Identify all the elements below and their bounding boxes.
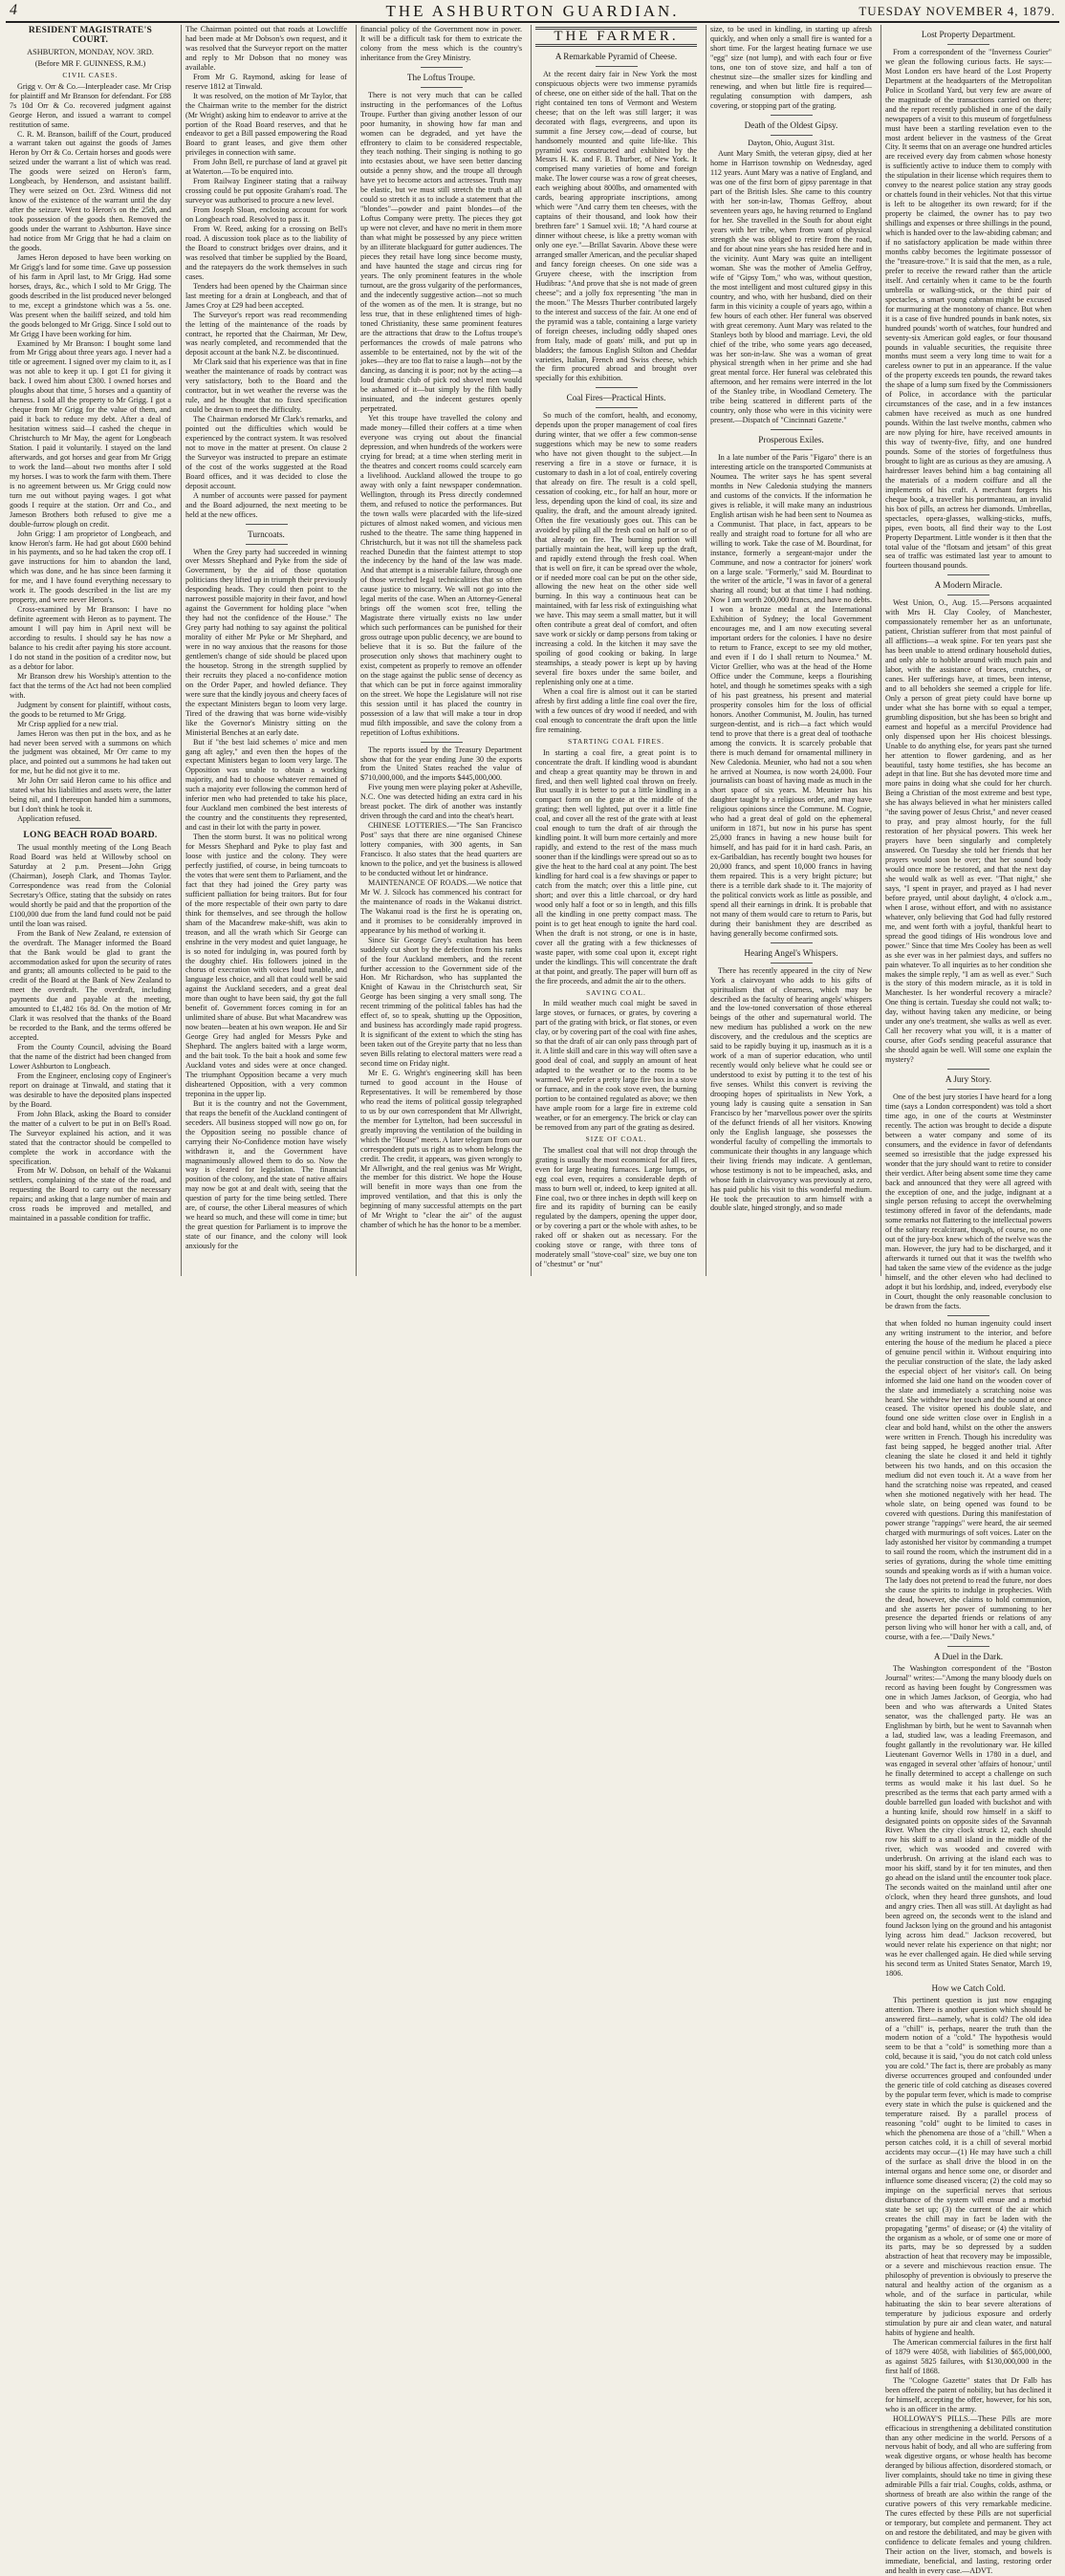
section-label: SIZE OF COAL. — [585, 1134, 647, 1143]
divider — [771, 449, 813, 450]
paragraph: At the recent dairy fair in New York the most conspicuous objects were two immense pyramids of cheese, one on either side of the hall. That on the right contained ten tons of Vermont and Western cheese; that on the left was still larger; it was decorated with flags, evergreens, and upon its summit a fine Jersey cow,—dead of course, but handsomely mounted and quite life-like. This pyramid was constructed and exhibited by the Messrs H. K. and F. B. Thurber, of New York. It comprised many varieties of home and foreign make. The lower course was a row of great cheeses, each weighing about 800lbs, and ornamented with cards, bearing appropriate inscriptions, among which were "And carry them ten cheeses, with the captains of their thousand, and look how their brethren fare" 1 Samuel xvii. 18; "A hard course at dinner without cheese, is like a pretty woman with only one eye."—Brillat Savarin. Above these were arranged smaller American, and the peculiar shaped and fancy foreign cheeses. On one side was a Gruyere cheese, with the inscription from Hudibras: "And prove that she is not made of green cheese"; and a jolly fox representing "the man in the moon." The Messrs Thurber contributed largely to the interest and success of the fair. At one end of the pyramid was a table, containing a large variety of foreign cheeses, including oddly shaped ones from Italy, made of goats' milk, and put up in bladders; the famous English Stilton and Cheddar varieties, Italian, French and Swiss cheese, which the firm procured abroad and brought over specially for this exhibition. — [535, 69, 697, 383]
column-1 — [6, 25, 175, 1276]
newspaper-title: THE ASHBURTON GUARDIAN. — [385, 2, 680, 20]
paragraph: When the Grey party had succeeded in winning over Messrs Shephard and Pyke from the side of Government, by the aid of those quotation politicians they lifted up in triumph their previously desponding heads. They could then point to the narrowest possible majority in their favor, and howl against the Government for holding place "when they had not the confidence of the House." The Grey party had nothing to say against the political morality of either Mr Pyke or Mr Shephard, and were in no way anxious that the reasons for those gentlemen's change of side should be placed upon the housetop. Strong in the strength supplied by their recruits they placed a no-confidence motion on the Order Paper, and howled defiance. They were sure that the kindly joyous and cheery faces of the expectant Ministers began to loom very large. Tired of the drawing that was borne wide-visibly like the Governor's Ministry sitting on the Ministerial Benches at an early date. — [185, 547, 347, 737]
paragraph: From a correspondent of the "Inverness Courier" we glean the following curious facts. He says:—Most London ers have heard of the Lost Property Department at the headquarters of the Metropolitan Police in Scotland Yard, but very few are aware of the magnitude of the transactions carried on there; and the report recently published in one of the daily newspapers of a visit to this museum of forgetfulness must have been a startling revelation even to the most ardent believer in the vastness of the Great City. It seems that on an average one hundred articles are received every day from cabmen whose honesty is sufficiently active to induce them to comply with the stipulation in their license which requires them to convey to the nearest police station any stray goods or chattels found in their vehicles. Not that this virtue is left to be altogether its own reward; for if the property be claimed, the owner has to pay two shillings and expenses or three shillings in the pound, which is handed over to the law-abiding cabman; and if no satisfactory application be made within three months cabby becomes the legitimate possessor of the "treasure-trove." It is said that the men, as a rule, prefer to receive the reward rather than the article itself. And certainly when it came to be the fourth umbrella or walking-stick, or the third pair of spectacles, a smart young cabman might be excused for murmuring at the monotony of chance. But when it is a case of five hundred pounds in bank notes, six hundred pounds' worth of watches, four hundred and seventy-six American gold eagles, or four thousand pounds in valuable securities, the requisite three months must seem a very long time to wait for a careless owner to put in an appearance. If the value of the property exceeds ten pounds, the reward takes the shape of a lump sum fixed by the Commissioners of Police, in accordance with the particular circumstances of the case, and in a few instances cabmen have received as much as one hundred pounds. Within the last twelve months, cabmen who are now plying for hire, have received amounts in this way of twenty-five, fifty, and one hundred pounds. Some of the stories of forgetfulness thus brought to light are as curious as they are amusing. A hairdresser leaves behind him a bag containing all the materials of a modern coiffure and all the implements of his craft. A merchant forgets his cheque book, a traveller his portmanteau, an invalid his box of pills, an actress her diamonds. Umbrellas, spectacles, opera-glasses, walking-sticks, muffs, pipes, even boots, all find their way to the Lost Property Department. Little wonder is it then that the total value of the "flotsam and jetsam" of this great sea of traffic was estimated last year to amount to fourteen thousand pounds. — [885, 47, 1052, 571]
paragraph: A number of accounts were passed for payment and the Board adjourned, the next meeting to be held at the new offices. — [185, 490, 347, 519]
paragraph: James Heron deposed to have been working on Mr Grigg's land for some time. Gave up possession of his farm in April last, to Mr Grigg. Had some horses, drays, &c., which I sold to Mr Grigg. The goods described in the list produced never belonged to me, except a grindstone which was a 5s. one. Was present when the bailiff seized, and told him the goods belonged to Mr Grigg. Since I sold out to Mr Grigg I have been working for him. — [10, 252, 171, 338]
paragraph: This pertinent question is just now engaging attention. There is another question which should be answered first—namely, what is cold? The old idea of a "chill" is, perhaps, nearer the truth than the modern notion of a "cold." The hypothesis would seem to be that a "cold" is something more than a cold, because it is said, "you do not catch cold unless you are cold." The fact is, there are probably as many diverse occurrences grouped and confounded under the generic title of cold catching as diseases covered by the popular term fever, which is made to comprise every state in which the pulse is quickened and the temperature raised. By a parallel process of reasoning "cold" ought to be limited to cases in which the phenomena are those of a "chill." When a person catches cold, it is a chill of several morbid accidents may occur—(1) He may have such a chill of the surface as shall drive the blood in on the internal organs and hence some one, or disorder and influence some diseased viscera; (2) the cold may so impinge on the superficial nerves that serious disturbance of the system will ensue and a morbid state be set up; (3) the current of the air which creates the chill may in fact be laden with the propagating "germs" of disease; or (4) the vitality of the organism as a whole, or of some one or more of its parts, may be so depressed by a sudden abstraction of heat that recovery may be impossible, or a severe and mischievous reaction ensue. The philosophy of prevention is obviously to preserve the natural and healthy action of the organism as a whole, and of the surface in particular, while habituating the skin to bear severe alterations of temperature by judicious exposure and orderly stimulation by pure air and clean water, and natural habits of hygiene and health. — [885, 1995, 1052, 2338]
paragraph: Mr Clark said that his experience was that in fine weather the maintenance of roads by contract was very satisfactory, both to the Board and the contractor, but in wet weather the reverse was the rule, and he thought that no fixed specification could be drawn to meet the difficulty. — [185, 357, 347, 415]
section-label: SAVING COAL. — [586, 987, 646, 997]
dateline: Dayton, Ohio, August 31st. — [748, 138, 835, 147]
section-title-farmer: THE FARMER. — [554, 29, 679, 44]
paragraph: Mr John Orr said Heron came to his office and stated what his liabilities and assets were, the latter being nil, and I thereupon handed him a summons, but I don't think he took it. — [10, 776, 171, 814]
paragraph: From John Bell, re purchase of land at gravel pit at Waterton.—To be enquired into. — [185, 158, 347, 177]
paragraph: Mr Branson drew his Worship's attention to the fact that the terms of the Act had not been complied with. — [10, 671, 171, 700]
article-title-duel: A Duel in the Dark. — [933, 1652, 1004, 1662]
masthead — [6, 2, 1059, 23]
paragraph: Five young men were playing poker at Asheville, N.C. One was detected hiding an extra card in his breast pocket. The dirk of another was instantly driven through the card and into the cheat's heart. — [360, 783, 522, 821]
divider — [421, 67, 463, 68]
paragraph: West Union, O., Aug. 15.—Persons acquainted with Mrs H. Clay Cooley, of Manchester, compassionately remember her as an unfortunate, patient, Christian sufferer from that most painful of all afflictions—a weak spine. For ten years past she has been unable to attend ordinary household duties, and only able to hobble around with much pain and labor, with the assistance of braces, crutches, or canes. Her sufferings have, at times, been intense, and to all beholders she seemed a cripple for life. Only a person of great piety could have borne up under what she has borne with so equal a temper, grumbling disposition, but she has been so bright and earnest and hopeful as a merciful Providence had only dispensed upon her His choicest blessings. Unable to do anything else, for years past she turned her attention to flower gardening, and as her beautiful, tasty home testifies, she has become an adept in that line. But she has devoted more time and more pains in doing what she could for her church. Being a Christian of the most extreme and best type, she has always believed in what her ministers called "the saving power of Jesus Christ," and never ceased to pray, and pray almost hourly, for the full restoration of her physical powers. This week her prayers have been singularly and completely answered. On Tuesday she told her friends that her prayers would soon be over; that her sound body would once more be restored, and that the next day she would walk as well as ever. "That night," she says, "I spent in prayer, and prayed as I had never before prayed, until about daylight, 4 o'clock a.m., when I arose, without effort, and with no assistance whatever, only believing that God had fully restored me, and went forth with a joyful, thankful heart to spread the good tidings of His wondrous love and power." Since that time Mrs Cooley has been as well as she ever was in her palmiest days, and suffers no pain whatever. To all inquiries as to her condition she makes the simple reply, "I am as well as ever." Such is the story of this modern miracle, as it is told in Manchester. Is her wonderful recovery a miracle? One thing is certain. Tuesday she could not walk; to-day, without having taken any medicine, or being under any one's treatment, she walks as well as ever. Call her recovery what you will, it is a matter of course, after God's sending peaceful assurance that she should again be well. Will some one explain the mystery? — [885, 598, 1052, 1065]
column-4 — [531, 25, 701, 1276]
paragraph: Then the storm burst. It was no political wrong for Messrs Shephard and Pyke to play fast and loose with justice and the colony. They were perfectly justified, of course, in being turncoats to the votes that were sent them to Parliament, and the fact that they had joined the Grey party was sufficient palliation for being traitors. But for four of the more respectable of their own party to dare think for themselves, and see through the hollow sham of the Macandrew make-shift, was akin to treason, and all the wrath which Sir George can enshrine in the very modest and quiet language, he is so noted for indulging in, was poured forth by the doughty chief. His followers joined in the chorus of execration with voices loud tunable, and language less choice, and all that could well be said against the Auckland seceders, and a great deal more than ought to have been said, thy got the full benefit of. Government forces coming in for an unlimited share of abuse. But what Macandrew was now beaten—beaten at his own weapon. He and Sir George Grey had angled for Messrs Pyke and Shephard. The anglers baited with a large worm, and the bait took. To the bait a hook and some few Auckland votes and sides were at once changed. The triumphant Opposition became a very much disheartened Opposition, with a very common treponina in the upper lip. — [185, 833, 347, 1098]
paragraph: In starting a coal fire, a great point is to concentrate the draft. If kindling wood is abundant and cheap a great quantity may be thrown in and fired, and then well lighted coal thrown on freely. But usually it is better to put a little kindling in a compact form on the grate at the middle of the grating; then well lighted, put over it a little fine coal, and cover all the rest of the grate with at least coal enough to turn the draft of air through the kindling point. It will burn more certainly and more rapidly, and extend to the rest of the mass much sooner than if the kindlings were spread out so as to give the heat to the hard coal at any point. The best kindling for hard coal is a few shavings or paper to catch from the match; over this a little pine, cut short; and over this a little charcoal, or dry hard wood only half a foot or so in length, and this fills all the kindling in one pretty compact mass. The point is to get heat enough to ignite the hard coal. When the draft is not strong, or one is in haste, cover all the grating with a few thicknesses of waste paper, with some coal upon it, except right under the kindlings. This will concentrate the draft at that point, and greatly. The paper will burn off as the fire proceeds, and admit the air to the others. — [535, 747, 697, 985]
article-subtitle: (Before MR F. GUINNESS, R.M.) — [34, 58, 146, 68]
article-title-coal: Coal Fires—Practical Hints. — [566, 393, 666, 403]
paragraph: From the Bank of New Zealand, re extension of the overdraft. The Manager informed the Board that the Bank would be glad to grant the accommodation asked for upon the security of rates and grants; all amounts collected to be paid to the credit of the Board at the Bank of New Zealand to meet the overdraft. The overdraft, including payments due and payable at the meeting, amounted to £1,482 16s 8d. On the motion of Mr Clark it was resolved that the thanks of the Board be recorded to the Bank, and the terms offered be accepted. — [10, 928, 171, 1043]
column-3 — [356, 25, 526, 1276]
divider — [596, 407, 638, 408]
paragraph: The usual monthly meeting of the Long Beach Road Board was held at Willowby school on Saturday at 2 p.m. Present—John Grigg (Chairman), Joseph Clark, and Thomas Taylor. Correspondence was read from the Colonial Secretary's Office, stating that the subsidy on rates would shortly be paid and that the proportion of the £100,000 due from the land fund could not be paid until the loan was raised. — [10, 843, 171, 928]
divider — [947, 1069, 989, 1070]
paragraph: C. R. M. Branson, bailiff of the Court, produced a warrant taken out against the goods of James Heron by Orr & Co. Certain horses and goods were seized under the warrant a list of which was read. The goods were seized on Heron's farm, Longbeach, by Henderson, and assistant bailiff. They were seized on Oct. 23rd. Witness did not know of the existence of the warrant until the day after the seizure. Went to Heron's on the 25th, and took possession of the goods then. Removed the goods under the warrant to Ashburton. Have since had notice from Mr Grigg that he had a claim on the goods. — [10, 129, 171, 252]
paragraph: John Grigg: I am proprietor of Longbeach, and know Heron's farm. He had got about £600 behind in his payments, and so he had taken the crop off. I gave instructions for him to abandon the land, which was done, and he has since been farming it for me, and I have found everything necessary to work it. The goods described in the list are my property, and were never Heron's. — [10, 529, 171, 605]
divider — [947, 574, 989, 575]
divider — [947, 1089, 989, 1090]
paragraph: Tenders had been opened by the Chairman since last meeting for a drain at Longbeach, and that of James Croy at £29 had been accepted. — [185, 281, 347, 310]
paragraph: Application refused. — [17, 814, 81, 824]
issue-date: TUESDAY NOVEMBER 4, 1879. — [859, 4, 1055, 18]
paragraph: financial policy of the Government now in power. It will be a difficult task for them to extricate the colony from the mess which is the country's inheritance from the Grey Ministry. — [360, 25, 522, 62]
article-title-loftus: The Loftus Troupe. — [406, 72, 476, 82]
article-title-cheese: A Remarkable Pyramid of Cheese. — [554, 51, 678, 61]
paragraph: There has recently appeared in the city of New York a clairvoyant who adds to his gifts of spiritualism that of clearness, which may be described as the faculty of hearing angels' whispers and the low-toned conversation of those ethereal beings of the other and supernatural world. The new medium has published a work on the new discovery, and the credulous and the sceptics are said to be rapidly buying it up, inasmuch as it is a work of a man of superior education, who until recently would only believe what he could see or understood to exist by putting it to the test of his five senses. Whilst this convert is reviving the drooping hopes of spiritualists in New York, a young lady is causing quite a sensation in San Francisco by her "marvellous power over the spirits of the defunct friends of all her visitors. Knowing only the English language, she possesses the wonderful faculty of compelling the immortals to communicate their thoughts in any language which their living friends may indicate. A gentleman, whose testimony is not to be impeached, asks, and whose faith in clairvoyancy was previously at zero, has paid public his visit to this wonderful medium. He took the precaution to arm himself with a double slate, hinged strongly, and so made — [710, 965, 872, 1213]
article-title-miracle: A Modern Miracle. — [934, 580, 1003, 591]
divider — [947, 1646, 989, 1647]
paragraph: The smallest coal that will not drop through the grating is usually the most economical for all fires, even for large heating furnaces. Large lumps, or egg coal even, requires a considerable depth of mass to burn well or, indeed, to keep ignited at all. Fine coal, two or three inches in depth will keep on fire and its rapidity of burning can be easily regulated by the dampers, opening the upper door, or by covering a part or the whole with ashes, to be raked off or shaken out as necessary. For the cooking stove or range, with three tons of moderately small "stove-coal" size, we buy one ton of "chestnut" or "nut" — [535, 1145, 697, 1269]
divider — [771, 115, 813, 116]
paragraph: CHINESE LOTTERIES.—"The San Francisco Post" says that there are nine organised Chinese lottery companies, with 300 agents, in San Francisco. It also states that the head quarters are known to the police, and yet the business is allowed to be conducted without let or hindrance. — [360, 821, 522, 877]
page-number: 4 — [10, 2, 17, 18]
paragraph: From the County Council, advising the Board that the name of the district had been changed from Lower Ashburton to Longbeach. — [10, 1043, 171, 1071]
divider — [421, 87, 463, 88]
paragraph: Since Sir George Grey's exultation has been suddenly cut short by the defection from his ranks of the four Auckland members, and the recent further accession to the Government side of the Hon. Mr Richardson, who has supplanted the Knight of Kawau in the Christchurch seat, Sir George has been singing a very small song. The recent trimming of the political fables has had the effect of, so to speak, shutting up the Opposition, and business has accordingly made rapid progress. It is significant of the extent to which the sting has been taken out of the Greyite party that no less than seven Bills relating to electoral matters were read a second time on Friday night. — [360, 935, 522, 1069]
paragraph: size, to be used in kindling, in starting up afresh quickly, and when only a small fire is wanted for a short time. For the largest heating furnace we use "egg" size (not lump), and with each four or five tons, one ton of stove size, and half a ton of chestnut size—the smaller sizes for kindling and renewing, and when but little fire is required—regulating consumption with dampers, ash covering, or stopping part of the grating. — [710, 25, 872, 110]
divider — [246, 544, 288, 545]
divider — [771, 429, 813, 430]
paragraph: From Railway Engineer stating that a railway crossing could be put opposite Graham's road. The surveyor was authorised to procure a new level. — [185, 177, 347, 206]
paragraph: One of the best jury stories I have heard for a long time (says a London correspondent) was told a short time ago, in one of the courts at Westminster recently. The action was brought to decide a dispute between a water company and some of its consumers, and the evidence in favor of defendants seemed so irresistible that the judge expressed his wonder that the jury should want to retire to consider their verdict. After being absent some time they came back and announced that they were all agreed with the exception of one, and the judge, indignant at a single person refusing to accept the overwhelming testimony offered in favor of the defendants, made some remarks not flattering to the intellectual powers of the solitary recalcitrant, though, of course, no one out of the jury-box knew which of the twelve was the man. However, the jury had to be discharged, and it afterwards it turned out that it was the twelfth who had taken the same view of the evidence as the judge himself, and the other eleven who had declined to adopt it but his lordship, and, indeed, everybody else in Court, thought the only reasonable conclusion to be drawn from the facts. — [885, 1092, 1052, 1310]
divider — [596, 387, 638, 388]
article-title-board: LONG BEACH ROAD BOARD. — [23, 831, 158, 841]
article-title-cold: How we Catch Cold. — [931, 1982, 1006, 1993]
paragraph: It was resolved, on the motion of Mr Taylor, that the Chairman write to the member for the district (Mr Wright) asking him to endeavor to arrive at the portion of the Road Board reserves, and that he endeavor to get a Bill passed empowering the Road Board to grant leases, and give them other privileges in connection with same. — [185, 91, 347, 158]
divider — [771, 135, 813, 136]
article-title-angels: Hearing Angel's Whispers. — [744, 947, 838, 958]
paragraph: From the Engineer, enclosing copy of Engineer's report on drainage at Tinwald, and stating that it was desirable to have the deposited plans inspected by the Board. — [10, 1071, 171, 1109]
paragraph: Examined by Mr Branson: I bought some land from Mr Grigg about three years ago. I never had a title or agreement. I signed over my claim to it, as I was not able to keep it up. I got £1 for giving it back. I owed him about £300. I owned horses and ploughs about that time, 5 horses and a quantity of harness. I sold all the property to Mr Grigg. I got a cheque from Mr Grigg for the value of them, and paid it back to reduce my debt. After a deal of hesitation witness said—I cashed the cheque in Christchurch to Mr May, the agent for Longbeach Station. I paid it voluntarily. I stayed on the land afterwards, and got horses and gear from Mr Grigg to work the land—about two months after I sold my horses. I was to work the farm with them. There is no agreement between us. Mr Grigg could now turn me out without paying wages. I got what goods I require at the station. Orr and Co., and Jameson Brothers both refused to give me a double-furrow plough on credit. — [10, 338, 171, 529]
column-5 — [706, 25, 876, 1276]
paragraph: From Joseph Sloan, enclosing account for work on Longbeach road. Resolved to pass it. — [185, 206, 347, 225]
divider — [947, 1315, 989, 1316]
paragraph: The "Cologne Gazette" states that Dr Falb has been offered the patent of nobility, but has declined it for himself, accepting the offer, however, for his son, who is an officer in the army. — [885, 2375, 1052, 2414]
paragraph: The Surveyor's report was read recommending the letting of the maintenance of the roads by contract, he reported that the Chairman, Mr Dew, was nearly completed, and recommended that the deposit account at the bank N.Z. be discontinued. — [185, 310, 347, 357]
article-subtitle: ASHBURTON, MONDAY, NOV. 3RD. — [27, 47, 154, 56]
paragraph: MAINTENANCE OF ROADS.—We notice that Mr W. J. Silcock has commenced his contract for the maintenance of roads in the Wakanui district. The Wakanui road is the first he is operating on, and it promises to be considerably improved in appearance by his method of working it. — [360, 877, 522, 935]
paragraph: So much of the comfort, health, and economy, depends upon the proper management of coal fires during winter, that we offer a few common-sense suggestions which may be new to some readers who have not given thought to the subject.—In reserving a fire in a stove or furnace, it is customary to dash in a lot of coal, entirely covering that already on fire. The result is a cold spell, cessation of cooking, etc., for half an hour, more or less, depending upon the kind of coal, its size and quality, the draft, and the amount already ignited. Often the fire vexatiously goes out. This can be avoided by piling all the fresh coal on half or so of that already on fire. The burning portion will partially maintain the heat, will keep up the draft, and rapidly extend through the fresh coal. When that is well on fire, it can be spread over the whole, or if needed more coal can be put on the other side, allowing the new heat on the other side well burning. In this way a continuous heat can be maintained, with far less risk of extinguishing what we have. This may seem a small matter, but it will often contribute a great deal of comfort, and often save work or sickly or damp persons from taking or increasing a cold. In the kitchen it may save the spoiling of good cooking or baking. In large steamships, a steady power is kept up by having several fire boxes under the same boiler, and replenishing only one at a time. — [535, 411, 697, 686]
article-title-exiles: Prosperous Exiles. — [758, 435, 824, 445]
divider — [596, 66, 638, 67]
section-label: STARTING COAL FIRES. — [567, 736, 665, 746]
column-2 — [181, 25, 351, 1276]
paragraph: Cross-examined by Mr Branson: I have no definite agreement with Heron as to payment. The amount I will pay him in April next will be according to results. I should say he has now a balance to his credit after paying his store account. I do not stand in the position of a creditor now, but as a debtor for labor. — [10, 605, 171, 671]
paragraph: But if "the best laid schemes o' mice and men gang aft agley," and even then the hopes of the expectant Ministers began to loom very large. The Opposition was unable to obtain a working majority, and had to choose whatever remained of such a majority ever following the common herd of inferior men who had pretended to take his place, four Auckland men combined the best interests of the country and the constituents they represented, and cast in their lot with the party in power. — [185, 737, 347, 833]
divider — [421, 742, 463, 743]
paragraph: The Chairman pointed out that roads at Lowcliffe had been made at Mr Dobson's own request, and it was resolved that the Surveyor report on the matter and reply to Mr Dobson that no money was available. — [185, 25, 347, 72]
paragraph: From Mr G. Raymond, asking for lease of reserve 1812 at Tinwald. — [185, 72, 347, 91]
paragraph: In a late number of the Paris "Figaro" there is an interesting article on the transported Communists at Noumea. The writer says he has spent several months in New Caledonia studying the manners and customs of the convicts. If the information he gives is reliable, it will make many an industrious English artisan wish he had been sent to Noumea as a Communist. That place, in fact, appears to be really and straight road to fortune for all who are willing to work. Take the case of M. Bourdinat, for instance, formerly a sergeant-major under the Commune, and now a contractor for joiners' work on a large scale. "Formerly," said M. Bourdinat to the writer of the article, "I was in favor of a general sharing all round; but at that time I had nothing. Now I am worth 200,000 francs, and have no debts. I won a bronze medal at the International Exhibition of Sydney; the local Government encourages me, and I am now executing several important orders for the colonies. I have no desire to return to France, except to see my old mother, and even if I do I shall return to Noumea." M. Victor Grellier, who was at the head of the Home Office under the Commune, keeps a flourishing hotel, and though he sometimes speaks with a sigh of his past greatness, his present and material prosperity consoles him for the loss of official honors. Another Communist, M. Joulin, has turned surgeon-dentist, and is rich—a fact which would tend to prove that there is a great deal of toothache among the convicts. It is scarcely probable that there is much demand for ornamental millinery in New Caledonia. Meunier, who had not a sou when he arrived at Noumea, is now worth 24,000. Four journalists can boast of having made as much in the short space of six years. M. Meunier has his daughter taught by a religious order, and may have religious opinions since the Commune. M. Cognie, who had a great deal of gold on the ephemeral uniform in 1871, but now in his purse has spent 25,000 francs in having a new house built for himself, and has paid for it in hard cash. Paris, an ex-Garibaldian, has recently bought two houses for 20,000 francs, and spent 10,000 francs in having them repaired. This is a very bright picture; but there is a terrible dark shade to it. The majority of the political convicts work as little as possible, and spend all their earnings in drink. It is probable that not many of them would care to return to Paris, but during their banishment they are described as having generally become confirmed sots. — [710, 453, 872, 938]
paragraph: The Washington correspondent of the "Boston Journal" writes:—"Among the many bloody duels on record as having been fought by Congressmen was one in which James Jackson, of Georgia, who had been and who was afterwards a United States senator, was the challenged party. He was an Englishman by birth, but he went to Savannah when a lad, studied law, was a leading Freemason, and fought gallantly in the revolutionary war. He killed Lieutenant Governor Wells in 1780 in a duel, and was engaged in several other 'affairs of honour,' until he finally determined to accept a challenge on such terms as would make it his last duel. So he prescribed as the terms that each party armed with a double barrelled gun loaded with buckshot and with a hunting knife, should row himself in a skiff to designated points on opposite sides of the Savannah River. When the city clock struck 12, each should row his skiff to a small island in the middle of the river, which was wooded and covered with underbrush. On arriving at the island each was to moor his skiff, stand by it for ten minutes, and then go ahead on the island until the encounter took place. The seconds waited on the mainland until after one o'clock, when they heard three gunshots, and loud and angry cries. Then all was still. At daylight as had been agreed on, the seconds went to the island and found Jackson lying on the ground and his antagonist lying across him dead." Jackson recovered, but would never relate his experience on that night; nor was he ever challenged again. He died while serving his second term as United States Senator, March 19, 1806. — [885, 1664, 1052, 1978]
divider — [246, 524, 288, 525]
paragraph: When a coal fire is almost out it can be started afresh by first adding a little fine coal over the fire, with a few ounces of dry wood if needed, and with coal enough to concentrate the draft upon the little fire remaining. — [535, 686, 697, 734]
columns — [6, 25, 1059, 2575]
divider — [771, 942, 813, 943]
paragraph: There is not very much that can be called instructing in the performances of the Loftus Troupe. Further than giving another lesson of our poor humanity, in showing how far man and women can be degraded, and yet have the effrontery to claim to be considered respectable, they teach nothing. Their singing is nothing to go into ecstasies about, we have seen better dancing outside a penny show, and the troupe all through have yet to become actors and actresses. Truth may be elastic, but we must still stretch the truth at all could so stretch it as to include a statement that the "blondes"—powder and paint blondes—of the Loftus Company were pretty. The pieces they got up were not clever, and have no merit in them more than what might be possessed by any piece written by an illiterate blackguard for gutter audiences. The pieces they retail have long since become musty, and have haunted the stage and circus ring for years. The only prominent features in the whole turnout, are the gross vulgarity of the performances, and the indecently suggestive action—not so much of the women as of the men. It is strange, but no less true, that in these enlightened times of high-toned Christianity, these same prominent features are the attractions that draw to the Loftus troupe's performances the crowds of male patrons who assemble to be entertained, not by the wit of the jokes—they are too flat to raise a laugh—not by the dancing, as dancing it is poor; not by the acting—a loud dramatic club of pick rod shovel men would be ashamed of it—but simply by the filth badly insinuated, and the indecent gestures openly perpetrated. — [360, 90, 522, 414]
paragraph: that when folded no human ingenuity could insert any writing instrument to the interior, and before entering the house of the medium he placed a piece of genuine pencil within it. Without enquiring into the peculiar construction of the slate, the lady asked the especial object of her visitor's call. On being informed she laid one hand on the wooden cover of the slate and immediately a scratching noise was heard. She withdrew her touch and the sound at once ceased. The visitor opened his double slate, and found one side written close over in English in a clear and bold hand, whilst on the other the answers were written in French. Though his incredulity was fast being sapped, he begged another trial. After cleaning the slate he closed it and held it tightly between his two hands, and on this occasion the medium did not even touch it. At a wave from her hand the scratching noise was repeated, and ceased when she motioned negatively with her head. The whole slate, on being opened was found to be covered with questions. During this manifestation of power strange "rappings" were heard, the air seemed charged with murmurings of soft voices. Later on the lady astonished her visitor by commanding a trumpet to sail round the room, which the instrument did in a series of gyrations, during the whole time emitting sounds and speaking words as if with a human voice. The lady does not pretend to read the future, nor does she cause the spirits to indulge in prophecies. With the dead, however, she claims to hold communion, and she asserts her power of summoning to her presence the departed friends or relations of any person living who will honor her with a call, and, of course, with a fee.—"Daily News." — [885, 1318, 1052, 1642]
divider — [947, 44, 989, 45]
article-title-turncoats: Turncoats. — [248, 529, 285, 539]
paragraph: Judgment by consent for plaintiff, without costs, the goods to be returned to Mr Grigg. — [10, 700, 171, 719]
divider — [70, 828, 112, 829]
paragraph: Aunt Mary Smith, the veteran gipsy, died at her home in Harrison township on Wednesday, aged 112 years. Aunt Mary was a native of England, and was one of the first born of gipsy parentage in that part of the British Isles. She came to this country with her son-in-law, Thomas Geffroy, about seventeen years ago, he having returned to England for her. She travelled in the South for about eight years with her tribe, when from want of physical strength she was obliged to retire from the road, and for about nine years she has resided here and in the vicinity. Aunt Mary was quite an intelligent woman. She was the mother of Amelia Geffroy, wife of "Gipsy Tom," who was, without question, the most intelligent and most cultured gipsy in this country, and who, with her husband, died on their farm in this vicinity a couple of years ago, within a few hours of each other. Her funeral was observed with great ceremony. Aunt Mary was related to the Stanleys both by blood and marriage. Levi, the old chief of the tribe, who some years ago deceased, was her son-in-law. She was a woman of great physical strength when in her prime and she had great mental force. Her funeral was celebrated this afternoon, and her remains were interred in the lot of the Stanley tribe, in Woodland Cemetery. The tribe being scattered in different parts of the country, only those who were in this vicinity were present.—Dispatch of "Cincinnati Gazette." — [710, 149, 872, 425]
paragraph: The American commercial failures in the first half of 1879 were 4058, with liabilities of $65,000,000, as against 5825 failures, with $130,000,000 in the first half of 1868. — [885, 2337, 1052, 2375]
paragraph: James Heron was then put in the box, and as he had never been served with a summons on which the judgment was obtained, Mr Orr came to my place, and pointed out a summons he had taken out for me, but he did not give it to me. — [10, 728, 171, 776]
paragraph: Grigg v. Orr & Co.—Interpleader case. Mr Crisp for plaintiff and Mr Branson for defendant. For £88 7s 10d Orr & Co. recovered judgment against George Heron, and issued a warrant to compel restitution of same. — [10, 81, 171, 129]
paragraph: But it is the country and not the Government, that reaps the benefit of the Auckland contingent of seceders. All business stopped will now go on, for the Opposition seeing no possible chance of carrying their No-Confidence motion have wisely withdrawn it, and the Government have magnanimously allowed them to do so. Now the way is cleared for legislation. The financial position of the colony, and the state of native affairs may now be got at and dealt with, seeing that the question of party for the time being settled. There are, of course, the other Liberal measures of which we heard so much, and these will come in time; but the great question for Parliament is to improve the state of our finance, and the colony will look anxiously for the — [185, 1098, 347, 1251]
divider — [535, 44, 697, 47]
section-label: CIVIL CASES. — [62, 70, 119, 79]
column-6 — [880, 25, 1055, 2575]
paragraph: From John Black, asking the Board to consider the matter of a culvert to be put in on Bell's Road. The Surveyor explained his action, and it was stated that the contractor should be compelled to complete the work in accordance with the specification. — [10, 1109, 171, 1166]
paragraph: Mr E. G. Wright's engineering skill has been turned to good account in the House of Representatives. It will be remembered by those who read the items of political gossip telegraphed to us by our own correspondent that Mr Allwright, the member for Lyttelton, had been successful in greatly improving the ventilation of the building in which the "House" meets. A later telegram from our correspondent puts us right as to whom belongs the credit. The credit, it appears, was given wrongly to Mr Allwright, and the real genius was Mr Wright, the member for this district. We hope the House will benefit in more ways than one from the improved ventilation, and that this is only the beginning of many successful attempts on the part of Mr Wright to "clear the air" of the august chamber of which he has the honor to be a member. — [360, 1068, 522, 1230]
paragraph: From Mr W. Dobson, on behalf of the Wakanui settlers, complaining of the state of the road, and requesting the Board to carry out the necessary repairs; and asking that a large number of main and cross roads be improved and metalled, and maintained in a passable condition for traffic. — [10, 1166, 171, 1223]
article-title-gipsy: Death of the Oldest Gipsy. — [744, 119, 838, 130]
article-title-lost-property: Lost Property Department. — [921, 30, 1016, 39]
paragraph: Mr Crisp applied for a new trial. — [17, 719, 119, 728]
paragraph: The Chairman endorsed Mr Clark's remarks, and pointed out the difficulties which would be experienced by the contract system. It was resolved not to move in the matter at present. On clause 2 the Surveyor was instructed to prepare an estimate of the cost of the works suggested at the Road Board offices, and it was decided to close the deposit account. — [185, 415, 347, 490]
paragraph: From W. Reed, asking for a crossing on Bell's road. A discussion took place as to the liability of the Board to construct bridges over drains, and it was resolved that timber be supplied by the Board, and the ratepayers do the work themselves in such cases. — [185, 225, 347, 281]
paragraph: Yet this troupe have travelled the colony and made money—filled their coffers at a time when everyone was crying out about the financial depression, and when hundreds of the workers were crying for bread; at a time when sterling merit in the theatres and concert rooms could scarcely earn a livelihood. Auckland allowed the troupe to go away with only a faint newspaper condemnation. Wellington, through its Press directly condemned them, and refused to notice the performances. But the town walls were placarded with the life-sized pictures of almost naked women, and vicious men rushed to the theatre. The same thing happened in Christchurch, but it was not till the shameless pack reached Dunedin that the faintest attempt to stop the indecency by the hand of the law was made. And that attempt is a miserable failure, through one of those wretched legal technicalities that so often cause justice to miscarry. We will not go into the legal merits of the case. When an Attorney-General brings off the women scot free, telling the Magistrate there virtually exists no law under which such performances can be punished for their gross outrage upon public decency, we are bound to believe that it is so. But the failure of the prosecution only shows that machinery ought to exist, competent as properly to remove an offender on the stage against the public sense of decency as that which can be put in force against immorality on the street. We hope the Legislature will not rise this session until it has placed the country in possession of a law that will make a tour in drop mud filth impossible, and save the colony from a repetition of Loftus exhibitions. — [360, 414, 522, 737]
paragraph: The reports issued by the Treasury Department show that for the year ending June 30 the exports from the United States reached the value of $710,000,000, and the imports $445,000,000. — [360, 745, 522, 783]
paragraph: HOLLOWAY'S PILLS.—These Pills are more efficacious in strengthening a debilitated constitution than any other medicine in the world. Persons of a nervous habit of body, and all who are suffering from weak digestive organs, or whose health has become deranged by bilious affection, disordered stomach, or liver complaints, should take no time in giving these admirable Pills a fair trial. Coughs, colds, asthma, or shortness of breath are also within the range of the curative powers of this very remarkable medicine. The cures effected by these Pills are not superficial or temporary, but complete and permanent. They act on and restore the debilitated, and may be given with confidence to delicate females and young children. Their action on the liver, stomach, and bowels is immediate, beneficial, and lasting, restoring order and health in every case.—ADVT. — [885, 2414, 1052, 2575]
article-title-jury: A Jury Story. — [945, 1074, 992, 1085]
article-title-court: RESIDENT MAGISTRATE'S COURT. — [28, 26, 153, 45]
paragraph: In mild weather much coal might be saved in large stoves, or furnaces, or grates, by covering a part of the grating with brick, or flat stones, or even clay, or by covering part of the coal with fine ashes, so that the draft of air can only pass through part of it. A little skill and care in this way will often save a good deal of coal, and supply an amount of heat adapted to the weather or to the rooms to be warmed. We prefer a pretty large fire box in a stove or furnace, and in the cook stove even, the burning portion to be contained regulated as above; we then have ample room for a large fire in extreme cold weather, or for an emergency. The brick or clay can be removed from any part of the grating as desired. — [535, 999, 698, 1132]
